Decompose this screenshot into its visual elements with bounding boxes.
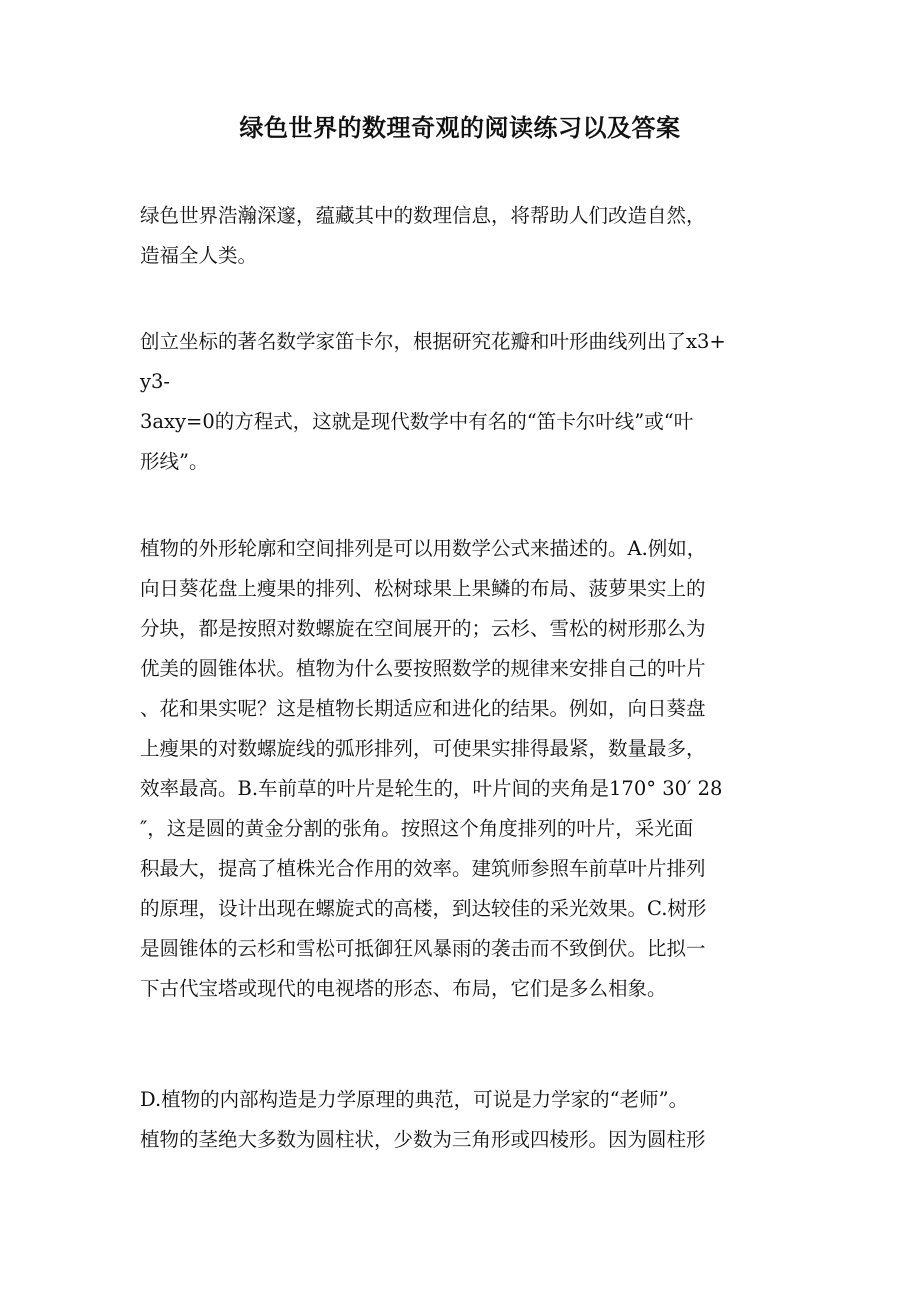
text-line: y3- [140,370,171,393]
text-line: 植物的外形轮廓和空间排列是可以用数学公式来描述的。A.例如， [140,537,707,560]
text-line: 优美的圆锥体状。植物为什么要按照数学的规律来安排自己的叶片 [140,657,706,680]
text-line: 植物的茎绝大多数为圆柱状，少数为三角形或四棱形。因为圆柱形 [140,1128,706,1151]
text-line: 向日葵花盘上瘦果的排列、松树球果上果鳞的布局、菠萝果实上的 [140,577,706,600]
text-line: 是圆锥体的云杉和雪松可抵御狂风暴雨的袭击而不致倒伏。比拟一 [140,937,706,960]
text-line: 的原理，设计出现在螺旋式的高楼，到达较佳的采光效果。C.树形 [140,897,707,920]
paragraph-intro [140,196,790,276]
text-line: 分块，都是按照对数螺旋在空间展开的；云杉、雪松的树形那么为 [140,617,706,640]
text-line: 形线”。 [140,450,209,473]
text-line: 效率最高。B.车前草的叶片是轮生的，叶片间的夹角是170° 30′ 28 [140,777,723,800]
document-title: 绿色世界的数理奇观的阅读练习以及答案 [239,113,681,142]
paragraph-plant-shapes [140,529,790,1009]
text-line: 下古代宝塔或现代的电视塔的形态、布局，它们是多么相象。 [140,977,667,1000]
text-line: 上瘦果的对数螺旋线的弧形排列，可使果实排得最紧，数量最多， [140,737,706,760]
text-line: 积最大，提高了植株光合作用的效率。建筑师参照车前草叶片排列 [140,857,706,880]
text-line: 创立坐标的著名数学家笛卡尔，根据研究花瓣和叶形曲线列出了x3+ [140,330,726,353]
paragraph-mechanics [140,1080,790,1160]
paragraph-descartes [140,322,790,482]
text-line: 绿色世界浩瀚深邃，蕴藏其中的数理信息，将帮助人们改造自然， [140,204,706,227]
text-line: ″，这是圆的黄金分割的张角。按照这个角度排列的叶片，采光面 [140,817,694,840]
text-line: 造福全人类。 [140,244,258,267]
text-line: 、花和果实呢？这是植物长期适应和进化的结果。例如，向日葵盘 [140,697,706,720]
text-line: D.植物的内部构造是力学原理的典范，可说是力学家的“老师”。 [140,1088,689,1111]
text-line: 3axy=0的方程式，这就是现代数学中有名的“笛卡尔叶线”或“叶 [140,410,694,433]
